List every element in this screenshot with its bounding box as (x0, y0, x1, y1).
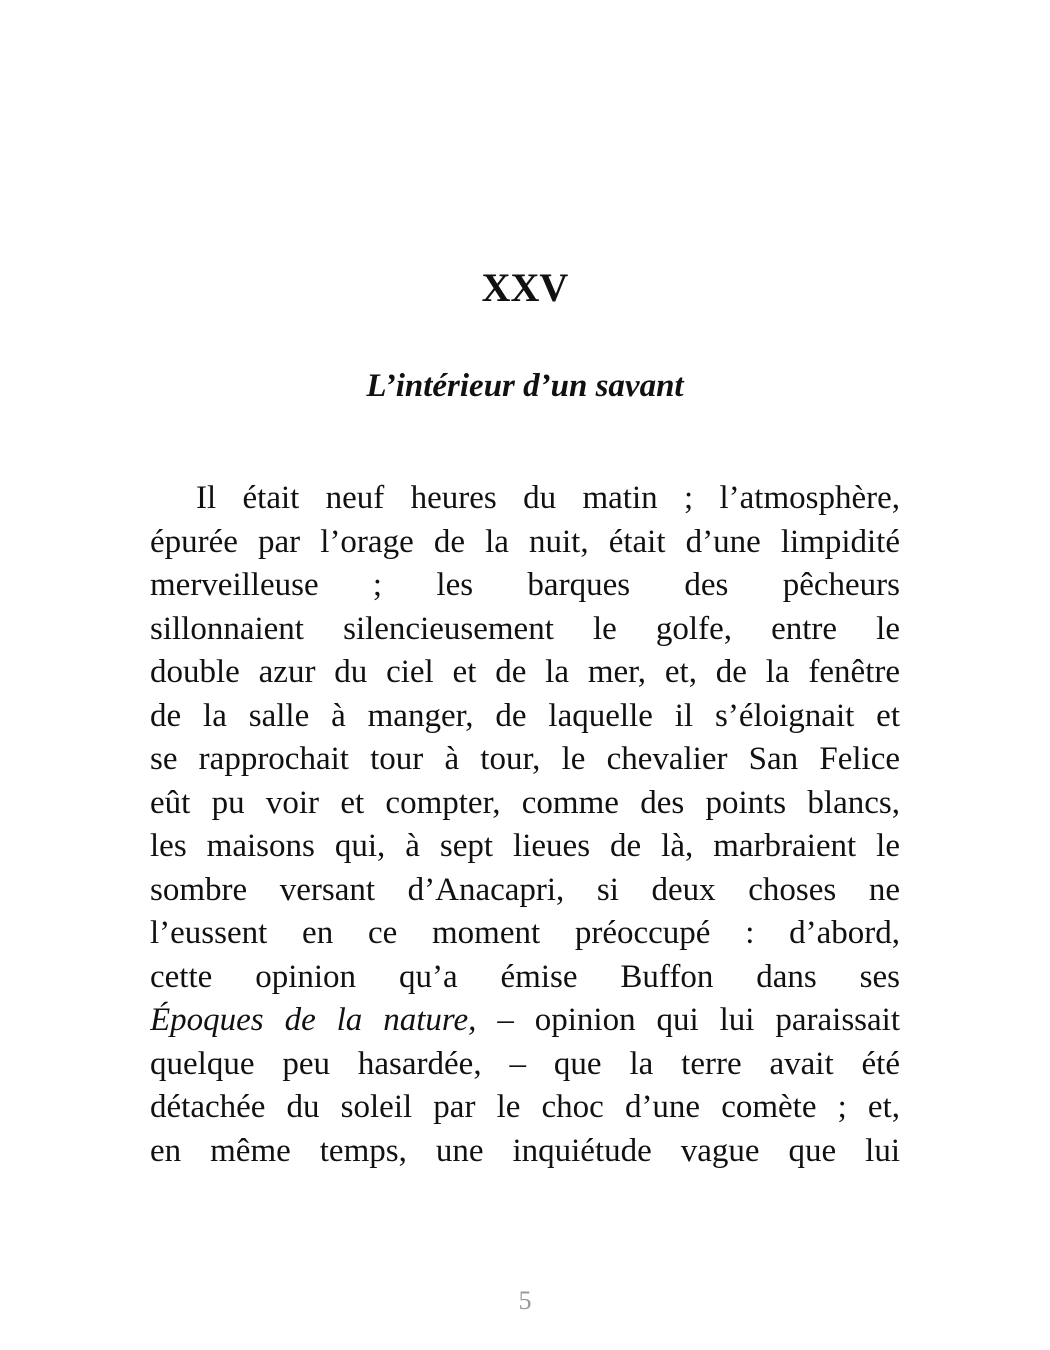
text-line: détachée du soleil par le choc d’une comète ; et, (150, 1089, 900, 1125)
text-line-italic (150, 999, 900, 1043)
text-line: sombre versant d’Anacapri, si deux choses ne (150, 871, 900, 908)
text-line: épurée par l’orage de la nuit, était d’une limpidité (150, 523, 900, 560)
text-fragment: – opinion qui lui paraissait (476, 1002, 900, 1038)
text-line: en même temps, une inquiétude vague que lui (150, 1132, 900, 1169)
book-title: Époques de la nature, (150, 1002, 477, 1038)
text-line: les maisons qui, à sept lieues de là, marbraient le (150, 828, 900, 864)
page-number: 5 (518, 1286, 532, 1315)
text-line: merveilleuse ; les barques des pêcheurs (150, 567, 900, 603)
text-line: quelque peu hasardée, – que la terre avait été (150, 1045, 900, 1082)
text-line: l’eussent en ce moment préoccupé : d’abord, (150, 915, 900, 951)
text-line: cette opinion qu’a émise Buffon dans ses (150, 958, 900, 995)
text-line: se rapprochait tour à tour, le chevalier San Felice (150, 741, 900, 777)
text-line: sillonnaient silencieusement le golfe, entre le (150, 610, 900, 647)
text-line: double azur du ciel et de la mer, et, de la fenêtre (150, 654, 900, 690)
text-line: Il était neuf heures du matin ; l’atmosphère, (196, 480, 900, 516)
text-line: de la salle à manger, de laquelle il s’éloignait et (150, 697, 900, 734)
chapter-title: L’intérieur d’un savant (366, 368, 684, 404)
chapter-number: XXV (481, 265, 569, 310)
body-text (150, 477, 900, 1173)
text-line: eût pu voir et compter, comme des points blancs, (150, 784, 900, 821)
